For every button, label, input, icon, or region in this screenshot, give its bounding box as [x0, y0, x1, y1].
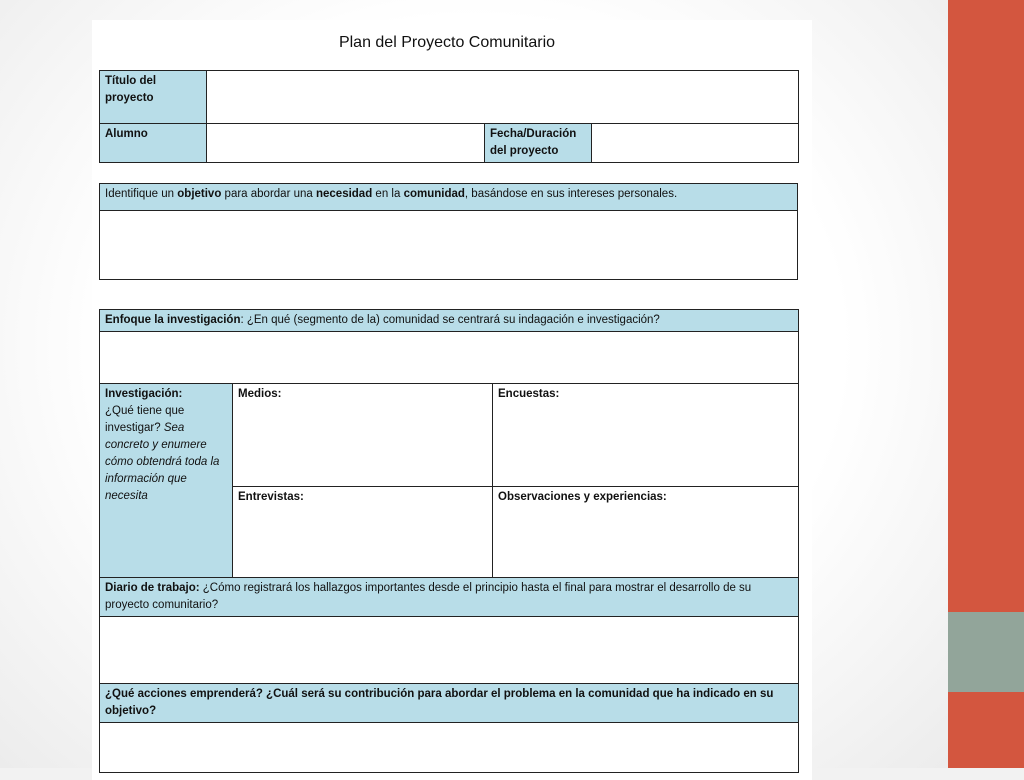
accent-bar-orange-bottom	[948, 692, 1024, 768]
accent-bar-gray	[948, 612, 1024, 692]
research-table	[99, 309, 799, 773]
focus-text: : ¿En qué (segmento de la) comunidad se centrará su indagación e investigación?	[240, 314, 660, 326]
observaciones-label: Observaciones y experiencias:	[498, 491, 667, 503]
investigation-instructions: Sea concreto y enumere cómo obtendrá toda la información que necesita	[105, 422, 220, 502]
titulo-label-line2: proyecto	[105, 92, 154, 104]
entrevistas-label: Entrevistas:	[238, 491, 304, 503]
titulo-field[interactable]	[207, 71, 799, 124]
fecha-field[interactable]	[592, 124, 799, 163]
actions-prompt: ¿Qué acciones emprenderá? ¿Cuál será su contribución para abordar el problema en la comunidad que ha indicado en su objetivo?	[100, 684, 799, 723]
medios-label: Medios:	[238, 388, 282, 400]
alumno-field[interactable]	[207, 124, 485, 163]
fecha-label	[485, 124, 592, 163]
accent-bar-orange-top	[948, 0, 1024, 612]
document-title: Plan del Proyecto Comunitario	[338, 34, 556, 51]
medios-cell[interactable]	[233, 384, 493, 487]
fecha-label-line1: Fecha/Duración	[490, 128, 577, 140]
actions-answer-field[interactable]	[100, 723, 799, 773]
objective-answer-field[interactable]	[100, 211, 798, 280]
investigation-bold: Investigación:	[105, 388, 183, 400]
investigation-question: ¿Qué tiene que investigar?	[105, 405, 185, 434]
objective-bold-2: necesidad	[315, 188, 373, 200]
objective-text-1: Identifique un	[105, 188, 178, 200]
alumno-label: Alumno	[100, 124, 207, 163]
focus-prompt	[100, 310, 799, 332]
titulo-label-line1: Título del	[105, 75, 157, 87]
objective-text-4: , basándose en sus intereses personales.	[464, 188, 678, 200]
objective-prompt	[100, 184, 798, 211]
entrevistas-cell[interactable]	[233, 487, 493, 578]
diary-text: ¿Cómo registrará los hallazgos importantes desde el principio hasta el final para mostrar el desarrollo de su proyecto comunitario?	[105, 582, 752, 611]
diary-answer-field[interactable]	[100, 617, 799, 684]
observaciones-cell[interactable]	[493, 487, 799, 578]
titulo-label	[100, 71, 207, 124]
investigation-label	[100, 384, 233, 578]
objective-text-2: para abordar una	[221, 188, 316, 200]
objective-bold-3: comunidad	[403, 188, 465, 200]
objective-bold-1: objetivo	[177, 188, 222, 200]
objective-text-3: en la	[372, 188, 404, 200]
fecha-label-line2: del proyecto	[490, 145, 559, 157]
focus-answer-field[interactable]	[100, 332, 799, 384]
diary-bold: Diario de trabajo:	[105, 582, 200, 594]
encuestas-cell[interactable]	[493, 384, 799, 487]
objective-table	[99, 183, 798, 280]
diary-prompt	[100, 578, 799, 617]
focus-bold: Enfoque la investigación	[105, 314, 241, 326]
header-table	[99, 70, 799, 163]
encuestas-label: Encuestas:	[498, 388, 560, 400]
